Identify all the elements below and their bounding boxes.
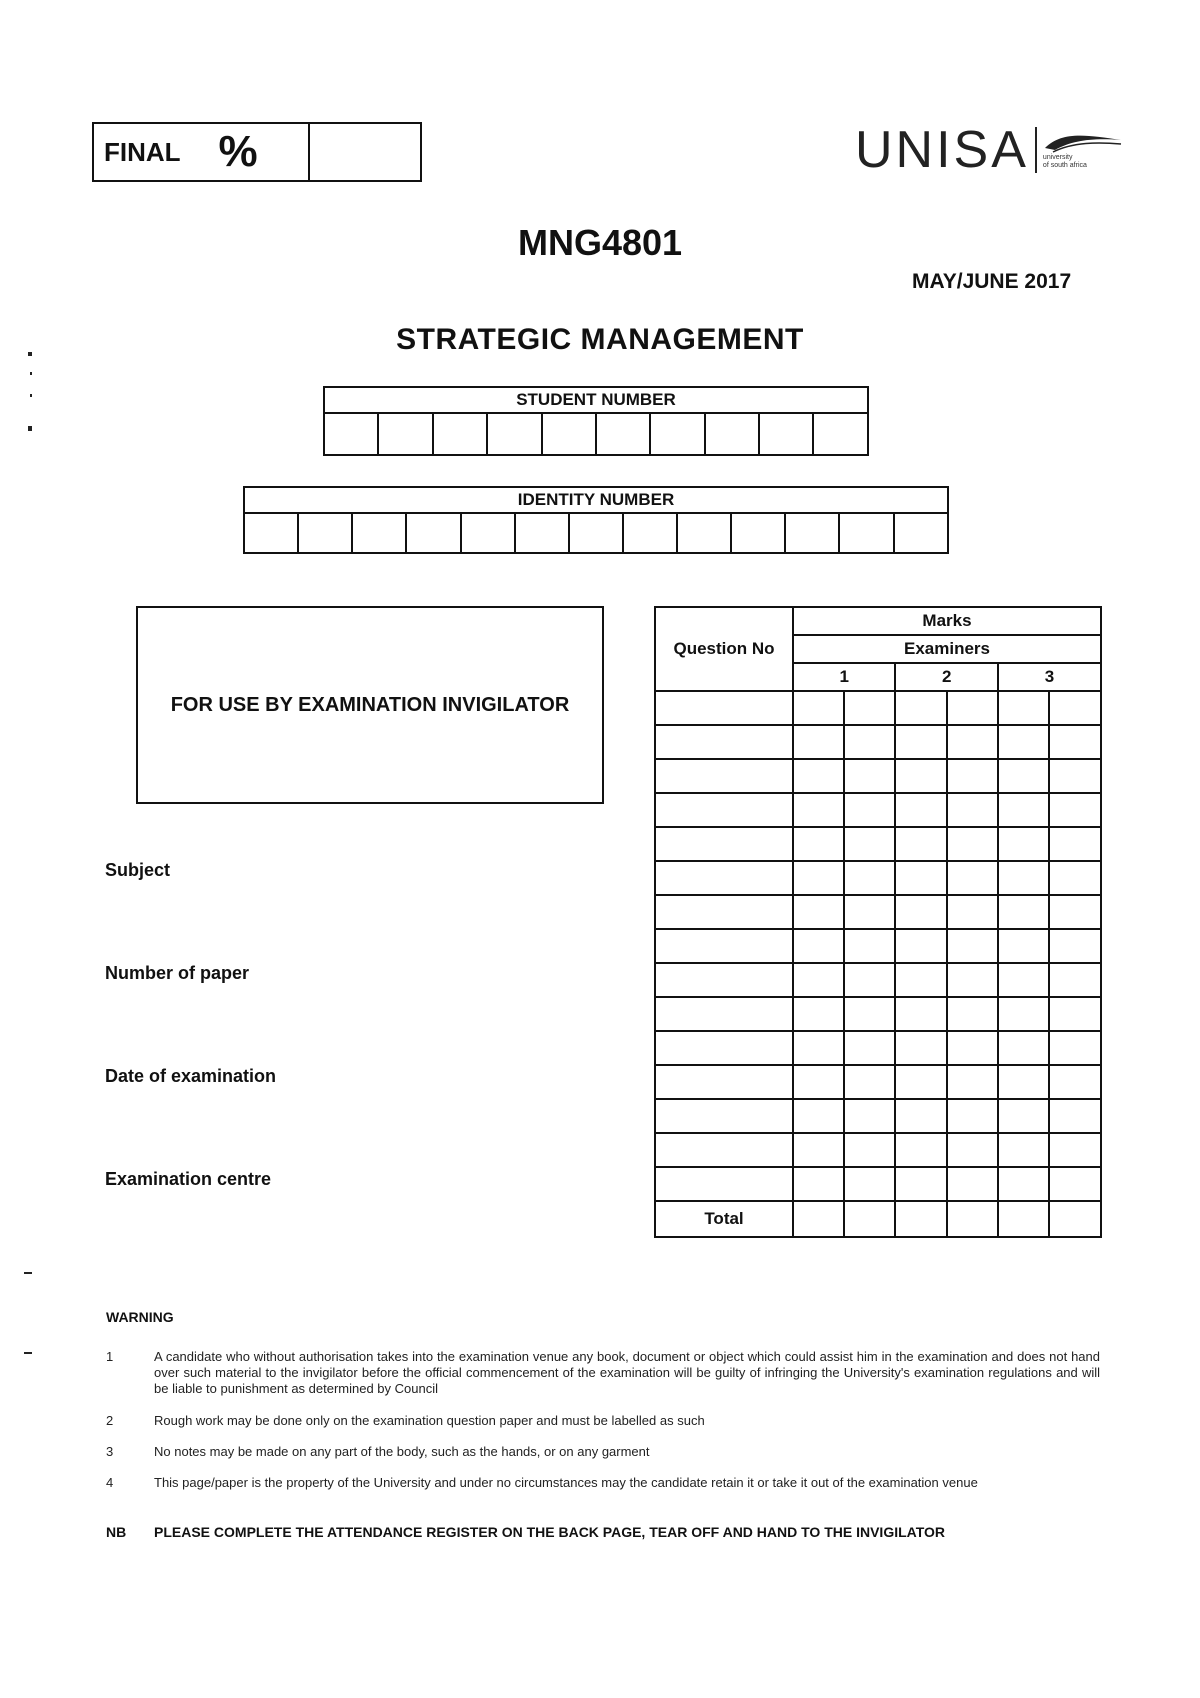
mark-cell[interactable]	[895, 997, 946, 1031]
warning-item-text: No notes may be made on any part of the body, such as the hands, or on any garment	[154, 1444, 650, 1459]
mark-cell[interactable]	[844, 759, 895, 793]
mark-cell[interactable]	[998, 1065, 1049, 1099]
question-no-cell[interactable]	[655, 963, 793, 997]
logo-wordmark: UNISA	[855, 121, 1029, 179]
marks-row	[655, 827, 1101, 861]
mark-cell[interactable]	[895, 827, 946, 861]
mark-cell[interactable]	[793, 895, 844, 929]
percent-sign: %	[218, 127, 258, 176]
warning-item	[106, 1413, 1100, 1429]
mark-cell[interactable]	[998, 1167, 1049, 1201]
question-no-cell[interactable]	[655, 1167, 793, 1201]
marks-row	[655, 759, 1101, 793]
mark-cell[interactable]	[844, 793, 895, 827]
question-no-cell[interactable]	[655, 929, 793, 963]
mark-cell[interactable]	[998, 827, 1049, 861]
question-no-cell[interactable]	[655, 1133, 793, 1167]
mark-cell[interactable]	[895, 691, 946, 725]
mark-cell[interactable]	[1049, 759, 1101, 793]
mark-cell[interactable]	[998, 1031, 1049, 1065]
marks-row	[655, 1099, 1101, 1133]
mark-cell[interactable]	[1049, 793, 1101, 827]
examiner-3-header: 3	[998, 663, 1101, 691]
marks-row	[655, 793, 1101, 827]
mark-cell[interactable]	[793, 725, 844, 759]
logo-small-line-1: university	[1042, 154, 1073, 161]
mark-cell[interactable]	[1049, 963, 1101, 997]
question-no-cell[interactable]	[655, 1065, 793, 1099]
marks-row	[655, 895, 1101, 929]
warning-item-text: This page/paper is the property of the University and under no circumstances may the candidate retain it or take it out of the examination venue	[154, 1475, 978, 1490]
mark-cell[interactable]	[844, 963, 895, 997]
identity-number-digit-box[interactable]	[244, 513, 298, 553]
mark-cell[interactable]	[844, 725, 895, 759]
question-no-cell[interactable]	[655, 725, 793, 759]
question-no-cell[interactable]	[655, 1099, 793, 1133]
mark-cell[interactable]	[1049, 827, 1101, 861]
course-code: MNG4801	[517, 222, 683, 263]
identity-number-digit-box[interactable]	[731, 513, 785, 553]
identity-number-digit-box[interactable]	[461, 513, 515, 553]
final-percentage-field[interactable]	[310, 124, 420, 180]
nb-text: PLEASE COMPLETE THE ATTENDANCE REGISTER ON THE BACK PAGE, TEAR OFF AND HAND TO THE INVIGILATOR	[154, 1524, 946, 1540]
mark-cell[interactable]	[895, 963, 946, 997]
mark-cell[interactable]	[1049, 1167, 1101, 1201]
identity-number-digit-box[interactable]	[515, 513, 569, 553]
scan-speck	[30, 372, 32, 375]
identity-number-grid	[243, 486, 949, 554]
student-number-digit-box[interactable]	[650, 413, 704, 455]
mark-cell[interactable]	[793, 827, 844, 861]
logo-emblem	[1043, 130, 1123, 170]
identity-number-digit-box[interactable]	[623, 513, 677, 553]
mark-cell[interactable]	[844, 1133, 895, 1167]
mark-cell[interactable]	[895, 725, 946, 759]
mark-cell[interactable]	[947, 1167, 998, 1201]
student-number-digit-box[interactable]	[596, 413, 650, 455]
student-number-cells	[324, 413, 868, 455]
warning-title: WARNING	[106, 1309, 174, 1325]
mark-cell[interactable]	[844, 1031, 895, 1065]
mark-cell[interactable]	[998, 759, 1049, 793]
logo-divider	[1035, 127, 1037, 173]
marks-table	[654, 606, 1102, 1238]
mark-cell[interactable]	[947, 1099, 998, 1133]
student-number-digit-box[interactable]	[378, 413, 432, 455]
student-number-digit-box[interactable]	[487, 413, 541, 455]
warning-item	[106, 1349, 1100, 1397]
mark-cell[interactable]	[947, 793, 998, 827]
question-no-cell[interactable]	[655, 1031, 793, 1065]
mark-cell[interactable]	[947, 861, 998, 895]
mark-cell[interactable]	[793, 1167, 844, 1201]
mark-cell[interactable]	[1049, 1099, 1101, 1133]
marks-row	[655, 725, 1101, 759]
mark-cell[interactable]	[998, 793, 1049, 827]
warning-item-text: A candidate who without authorisation takes into the examination venue any book, document or object which could assist him in the examination and does not hand over such material to the invigilator before the official commencement of the examination will be guilty of infringing the University's examination regulations and will be liable to punishment as determined by Council	[154, 1349, 1100, 1396]
mark-cell[interactable]	[998, 929, 1049, 963]
mark-cell[interactable]	[895, 1031, 946, 1065]
mark-cell[interactable]	[793, 1099, 844, 1133]
mark-cell[interactable]	[998, 1099, 1049, 1133]
identity-number-digit-box[interactable]	[352, 513, 406, 553]
student-number-digit-box[interactable]	[324, 413, 378, 455]
mark-cell[interactable]	[1049, 1031, 1101, 1065]
date-of-examination-label: Date of examination	[105, 1066, 277, 1086]
mark-cell[interactable]	[844, 691, 895, 725]
student-number-digit-box[interactable]	[705, 413, 759, 455]
final-label-cell	[94, 124, 310, 180]
question-no-header: Question No	[655, 607, 793, 691]
mark-cell[interactable]	[947, 1065, 998, 1099]
mark-cell[interactable]	[793, 759, 844, 793]
mark-cell[interactable]	[947, 895, 998, 929]
mark-cell[interactable]	[998, 691, 1049, 725]
question-no-cell[interactable]	[655, 997, 793, 1031]
mark-cell[interactable]	[947, 759, 998, 793]
student-number-digit-box[interactable]	[759, 413, 813, 455]
mark-cell[interactable]	[947, 997, 998, 1031]
mark-cell[interactable]	[844, 997, 895, 1031]
mark-cell[interactable]	[793, 793, 844, 827]
total-mark-cell[interactable]	[998, 1201, 1049, 1237]
mark-cell[interactable]	[793, 691, 844, 725]
mark-cell[interactable]	[895, 1099, 946, 1133]
mark-cell[interactable]	[844, 861, 895, 895]
scan-speck	[24, 1352, 32, 1354]
warning-item	[106, 1475, 1100, 1491]
mark-cell[interactable]	[895, 929, 946, 963]
student-number-grid	[323, 386, 869, 456]
mark-cell[interactable]	[793, 997, 844, 1031]
mark-cell[interactable]	[998, 963, 1049, 997]
mark-cell[interactable]	[895, 1065, 946, 1099]
logo-small-line-2: of south africa	[1042, 162, 1087, 169]
mark-cell[interactable]	[998, 997, 1049, 1031]
warning-item-number: 4	[106, 1475, 114, 1490]
mark-cell[interactable]	[1049, 725, 1101, 759]
marks-header: Marks	[793, 607, 1101, 635]
identity-number-digit-box[interactable]	[406, 513, 460, 553]
question-no-cell[interactable]	[655, 895, 793, 929]
final-label: FINAL	[104, 136, 181, 167]
identity-number-digit-box[interactable]	[839, 513, 893, 553]
student-number-digit-box[interactable]	[542, 413, 596, 455]
total-label: Total	[655, 1201, 793, 1237]
marks-row	[655, 1031, 1101, 1065]
marks-row	[655, 929, 1101, 963]
mark-cell[interactable]	[895, 861, 946, 895]
identity-number-digit-box[interactable]	[298, 513, 352, 553]
total-mark-cell[interactable]	[947, 1201, 998, 1237]
mark-cell[interactable]	[1049, 1065, 1101, 1099]
student-number-label: STUDENT NUMBER	[324, 387, 868, 413]
identity-number-cells	[244, 513, 948, 553]
scan-speck	[30, 394, 32, 397]
mark-cell[interactable]	[947, 963, 998, 997]
marks-row	[655, 997, 1101, 1031]
mark-cell[interactable]	[844, 929, 895, 963]
mark-cell[interactable]	[947, 827, 998, 861]
scan-speck	[28, 426, 32, 431]
marks-row	[655, 861, 1101, 895]
warning-item-number: 2	[106, 1413, 114, 1428]
mark-cell[interactable]	[793, 1065, 844, 1099]
question-no-cell[interactable]	[655, 827, 793, 861]
examiners-header: Examiners	[793, 635, 1101, 663]
total-mark-cell[interactable]	[895, 1201, 946, 1237]
mark-cell[interactable]	[844, 1099, 895, 1133]
exam-date: MAY/JUNE 2017	[912, 270, 1072, 293]
mark-cell[interactable]	[998, 895, 1049, 929]
mark-cell[interactable]	[947, 929, 998, 963]
logo-wave-icon	[1043, 130, 1123, 154]
invigilator-label: FOR USE BY EXAMINATION INVIGILATOR	[170, 693, 570, 716]
mark-cell[interactable]	[998, 861, 1049, 895]
examination-centre-label: Examination centre	[105, 1169, 272, 1189]
marks-row	[655, 1133, 1101, 1167]
mark-cell[interactable]	[947, 1031, 998, 1065]
question-no-cell[interactable]	[655, 759, 793, 793]
warning-item-text: Rough work may be done only on the examination question paper and must be labelled as such	[154, 1413, 705, 1428]
student-number-digit-box[interactable]	[433, 413, 487, 455]
total-mark-cell[interactable]	[844, 1201, 895, 1237]
invigilator-box[interactable]	[136, 606, 604, 804]
question-no-cell[interactable]	[655, 691, 793, 725]
mark-cell[interactable]	[844, 827, 895, 861]
mark-cell[interactable]	[793, 1133, 844, 1167]
mark-cell[interactable]	[947, 691, 998, 725]
scan-speck	[28, 352, 32, 356]
mark-cell[interactable]	[895, 1133, 946, 1167]
course-title: STRATEGIC MANAGEMENT	[396, 323, 804, 356]
mark-cell[interactable]	[1049, 997, 1101, 1031]
nb-label: NB	[106, 1524, 127, 1540]
marks-row	[655, 963, 1101, 997]
identity-number-digit-box[interactable]	[569, 513, 623, 553]
mark-cell[interactable]	[895, 1167, 946, 1201]
warning-item	[106, 1444, 1100, 1460]
mark-cell[interactable]	[844, 895, 895, 929]
subject-label: Subject	[105, 860, 171, 880]
unisa-logo	[855, 120, 1123, 180]
mark-cell[interactable]	[998, 1133, 1049, 1167]
mark-cell[interactable]	[793, 861, 844, 895]
mark-cell[interactable]	[998, 725, 1049, 759]
warning-item-number: 3	[106, 1444, 114, 1459]
question-no-cell[interactable]	[655, 793, 793, 827]
identity-number-label: IDENTITY NUMBER	[244, 487, 948, 513]
examiner-1-header: 1	[793, 663, 895, 691]
student-number-digit-box[interactable]	[813, 413, 868, 455]
mark-cell[interactable]	[895, 759, 946, 793]
scan-speck	[24, 1272, 32, 1274]
identity-number-digit-box[interactable]	[677, 513, 731, 553]
mark-cell[interactable]	[1049, 929, 1101, 963]
mark-cell[interactable]	[947, 725, 998, 759]
identity-number-digit-box[interactable]	[894, 513, 949, 553]
examiner-2-header: 2	[895, 663, 997, 691]
mark-cell[interactable]	[1049, 895, 1101, 929]
question-no-cell[interactable]	[655, 861, 793, 895]
total-mark-cell[interactable]	[1049, 1201, 1101, 1237]
final-percentage-box	[92, 122, 422, 182]
number-of-paper-label: Number of paper	[105, 963, 250, 983]
identity-number-digit-box[interactable]	[785, 513, 839, 553]
marks-row	[655, 1167, 1101, 1201]
warning-item-number: 1	[106, 1349, 114, 1364]
mark-cell[interactable]	[1049, 1133, 1101, 1167]
total-mark-cell[interactable]	[793, 1201, 844, 1237]
mark-cell[interactable]	[895, 895, 946, 929]
marks-row	[655, 1065, 1101, 1099]
mark-cell[interactable]	[844, 1065, 895, 1099]
mark-cell[interactable]	[1049, 691, 1101, 725]
nb-notice	[106, 1524, 1100, 1540]
marks-row	[655, 691, 1101, 725]
total-row	[655, 1201, 1101, 1237]
mark-cell[interactable]	[947, 1133, 998, 1167]
mark-cell[interactable]	[793, 1031, 844, 1065]
mark-cell[interactable]	[844, 1167, 895, 1201]
mark-cell[interactable]	[793, 929, 844, 963]
mark-cell[interactable]	[895, 793, 946, 827]
mark-cell[interactable]	[1049, 861, 1101, 895]
mark-cell[interactable]	[793, 963, 844, 997]
